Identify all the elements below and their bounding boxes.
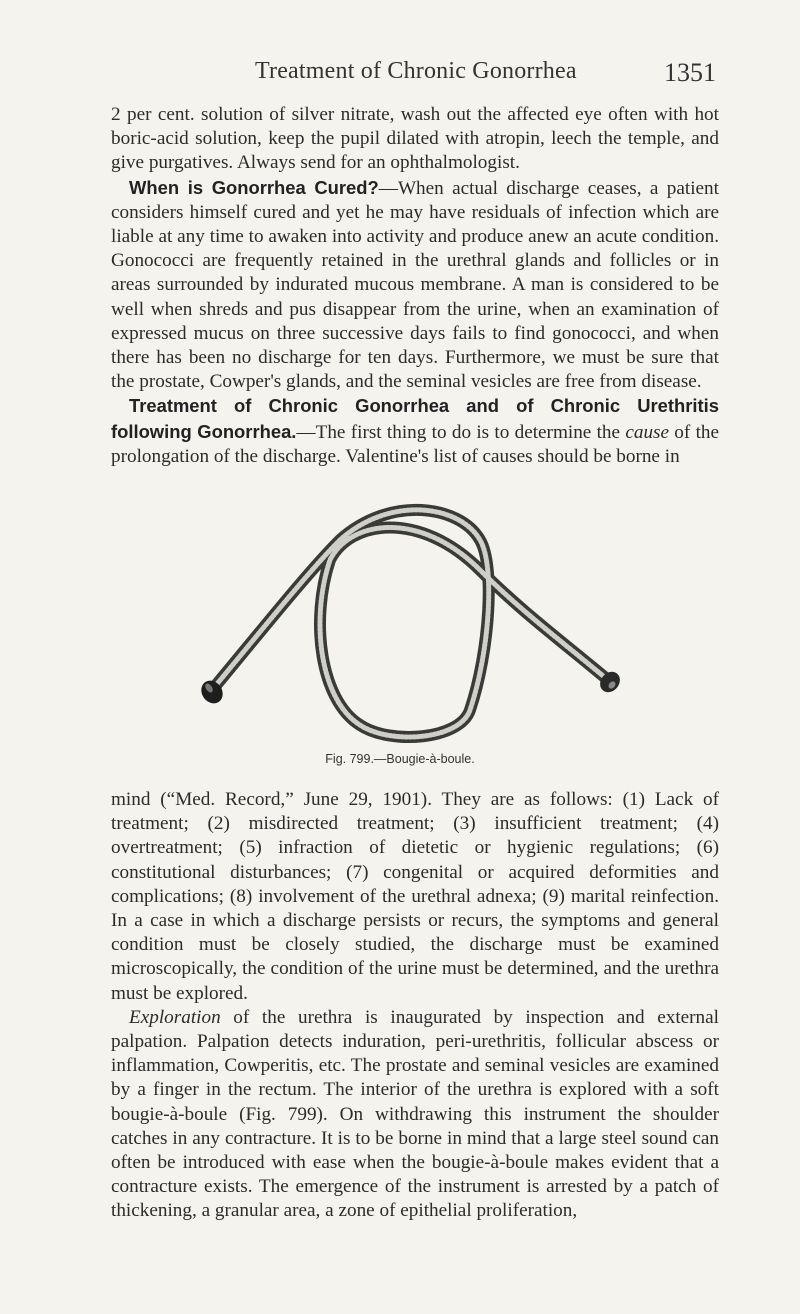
italic-cause: cause xyxy=(625,421,670,443)
run-in-heading-when-cured: When is Gonorrhea Cured? xyxy=(129,176,379,198)
bougie-a-boule-drawing xyxy=(190,500,630,750)
paragraph-chronic-treatment xyxy=(111,394,719,469)
paragraph-when-cured-body: —When actual discharge ceases, a patient considers himself cured and yet he may have residuals of infection which are liable at any time to awaken into activity and produce anew an acute condition. Gonococci are frequently retained in the urethral glands and follicles or in areas surrounded by indurated mucous membrane. A man is considered to be well when shreds and pus disappear from the urine, when an examination of expressed mucus on three successive days fails to find gonococci, and when there has been no discharge for ten days. Furthermore, we must be sure that the prostate, Cowper's glands, and the seminal vesicles are free from disease. xyxy=(111,177,719,393)
upper-text-block xyxy=(111,103,719,469)
paragraph-exploration-body: of the urethra is inaugurated by inspection and external palpation. Palpation detects induration, peri-urethritis, follicular abscess or inflammation, Cowperitis, etc. The prostate and seminal vesicles are examined by a finger in the rectum. The interior of the urethra is explored with a soft bougie-à-boule (Fig. 799). On withdrawing this instrument the shoulder catches in any contracture. It is to be borne in mind that a large steel sound can often be introduced with ease when the bougie-à-boule makes evident that a contracture exists. The emergence of the instrument is arrested by a patch of thickening, a granular area, a zone of epithelial proliferation, xyxy=(111,1006,719,1222)
paragraph-exploration xyxy=(111,1006,719,1224)
lower-text-block xyxy=(111,788,719,1224)
italic-exploration: Exploration xyxy=(129,1006,221,1028)
paragraph-eye-treatment: 2 per cent. solution of silver nitrate, wash out the affected eye often with hot boric-acid solution, keep the pupil dilated with atropin, leech the temple, and give purgatives. Always send for an ophthalmologist. xyxy=(111,104,719,174)
running-title: Treatment of Chronic Gonorrhea xyxy=(255,58,577,84)
paragraph-chronic-body-b: of the prolongation of the discharge. Valentine's list of causes should be borne in xyxy=(111,421,720,467)
figure-caption: Fig. 799.—Bougie-à-boule. xyxy=(325,752,475,766)
bougie-illustration xyxy=(190,500,630,750)
page-number: 1351 xyxy=(664,58,716,87)
paragraph-chronic-body-a: —The first thing to do is to determine the xyxy=(296,421,626,443)
run-in-heading-chronic-treatment: Treatment of Chronic Gonorrhea and of Chronic Urethritis following Gonorrhea. xyxy=(111,395,719,442)
bougie-shaft-outline xyxy=(212,510,608,737)
paragraph-valentine-causes: mind (“Med. Record,” June 29, 1901). They are as follows: (1) Lack of treatment; (2) misdirected treatment; (3) insufficient treatment; (4) overtreatment; (5) infraction of dietetic or hygienic regulations; (6) constitutional disturbances; (7) congenital or acquired deformities and complications; (8) involvement of the urethral adnexa; (9) marital reinfection. In a case in which a discharge persists or recurs, the symptoms and general condition must be closely studied, the discharge must be examined microscopically, the condition of the urine must be determined, and the urethra must be explored. xyxy=(111,789,719,1004)
paragraph-when-cured xyxy=(111,176,719,395)
page-header xyxy=(0,58,800,94)
